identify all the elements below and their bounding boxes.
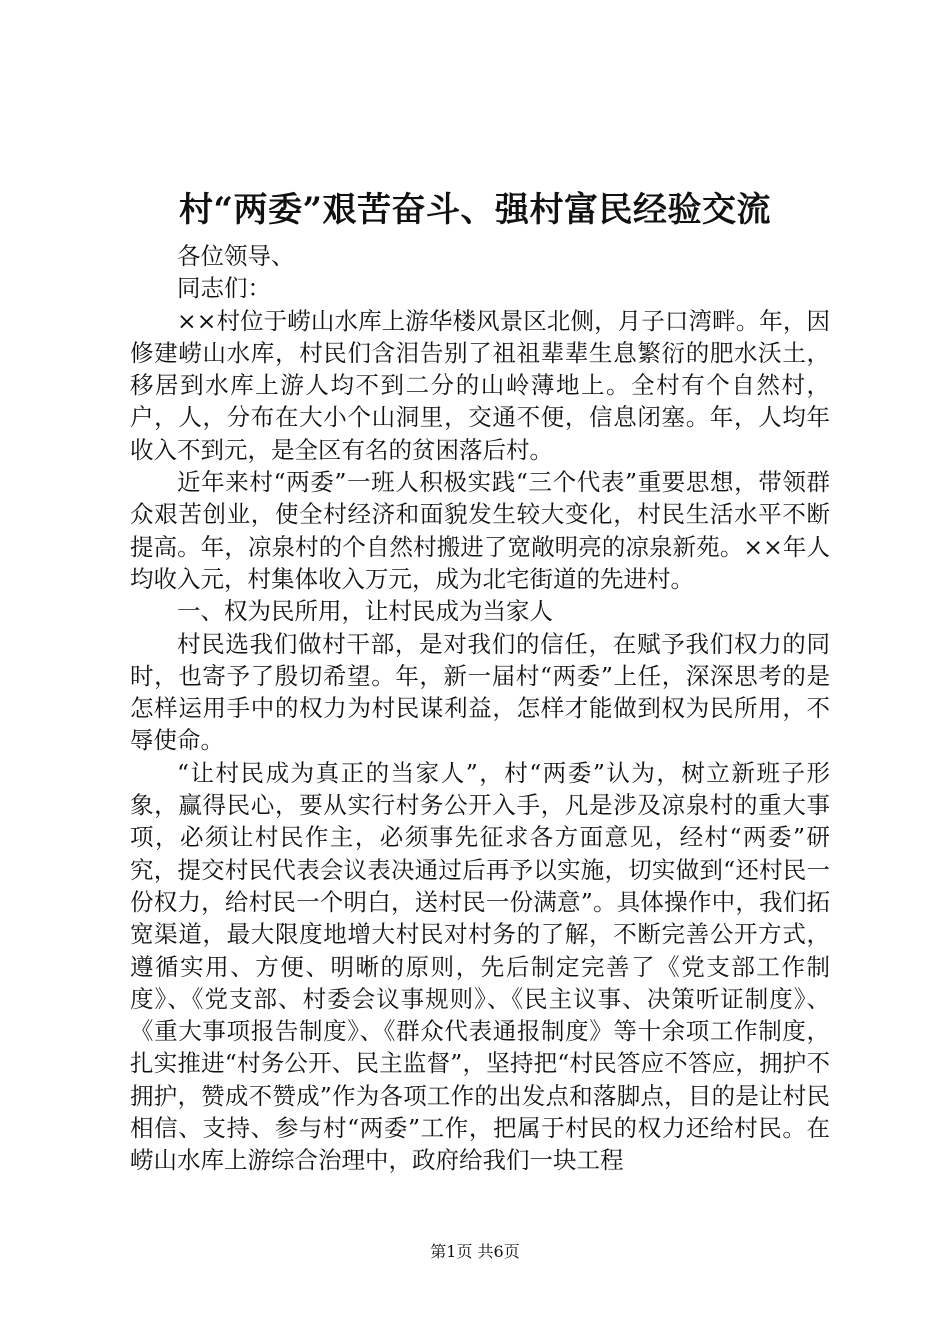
paragraph-trust: 村民选我们做村干部，是对我们的信任，在赋予我们权力的同时，也寄予了殷切希望。年，新一届村“两委”上任，深深思考的是怎样运用手中的权力为村民谋利益，怎样才能做到权为民所用，不辱使命。 (130, 629, 830, 755)
paragraph-villagers-as-masters: “让村民成为真正的当家人”，村“两委”认为，树立新班子形象，赢得民心，要从实行村务公开入手，凡是涉及凉泉村的重大事项，必须让村民作主，必须事先征求各方面意见，经村“两委”研究，提交村民代表会议表决通过后再予以实施，切实做到“还村民一份权力，给村民一个明白，送村民一份满意”。具体操作中，我们拓宽渠道，最大限度地增大村民对村务的了解，不断完善公开方式，遵循实用、方便、明晰的原则，先后制定完善了《党支部工作制度》、《党支部、村委会议事规则》、《民主议事、决策听证制度》、《重大事项报告制度》、《群众代表通报制度》等十余项工作制度，扎实推进“村务公开、民主监督”，坚持把“村民答应不答应，拥护不拥护，赞成不赞成”作为各项工作的出发点和落脚点，目的是让村民相信、支持、参与村“两委”工作，把属于村民的权力还给村民。在崂山水库上游综合治理中，政府给我们一块工程 (130, 758, 830, 1175)
paragraph-village-intro: ××村位于崂山水库上游华楼风景区北侧，月子口湾畔。年，因修建崂山水库，村民们含泪告别了祖祖辈辈生息繁衍的肥水沃土，移居到水库上游人均不到二分的山岭薄地上。全村有个自然村，户，人，分布在大小个山洞里，交通不便，信息闭塞。年，人均年收入不到元，是全区有名的贫困落后村。 (130, 306, 830, 464)
section-heading-1: 一、权为民所用，让村民成为当家人 (177, 597, 553, 626)
salutation-comrades: 同志们： (177, 274, 271, 303)
salutation-leaders: 各位领导、 (177, 242, 295, 270)
document-title: 村“两委”艰苦奋斗、强村富民经验交流 (178, 190, 772, 230)
page-footer: 第1页 共6页 (430, 1242, 520, 1261)
paragraph-recent-development: 近年来村“两委”一班人积极实践“三个代表”重要思想，带领群众艰苦创业，使全村经济和面貌发生较大变化，村民生活水平不断提高。年，凉泉村的个自然村搬进了宽敞明亮的凉泉新苑。××年人均收入元，村集体收入万元，成为北宅街道的先进村。 (130, 468, 830, 593)
document-body (130, 240, 830, 1177)
